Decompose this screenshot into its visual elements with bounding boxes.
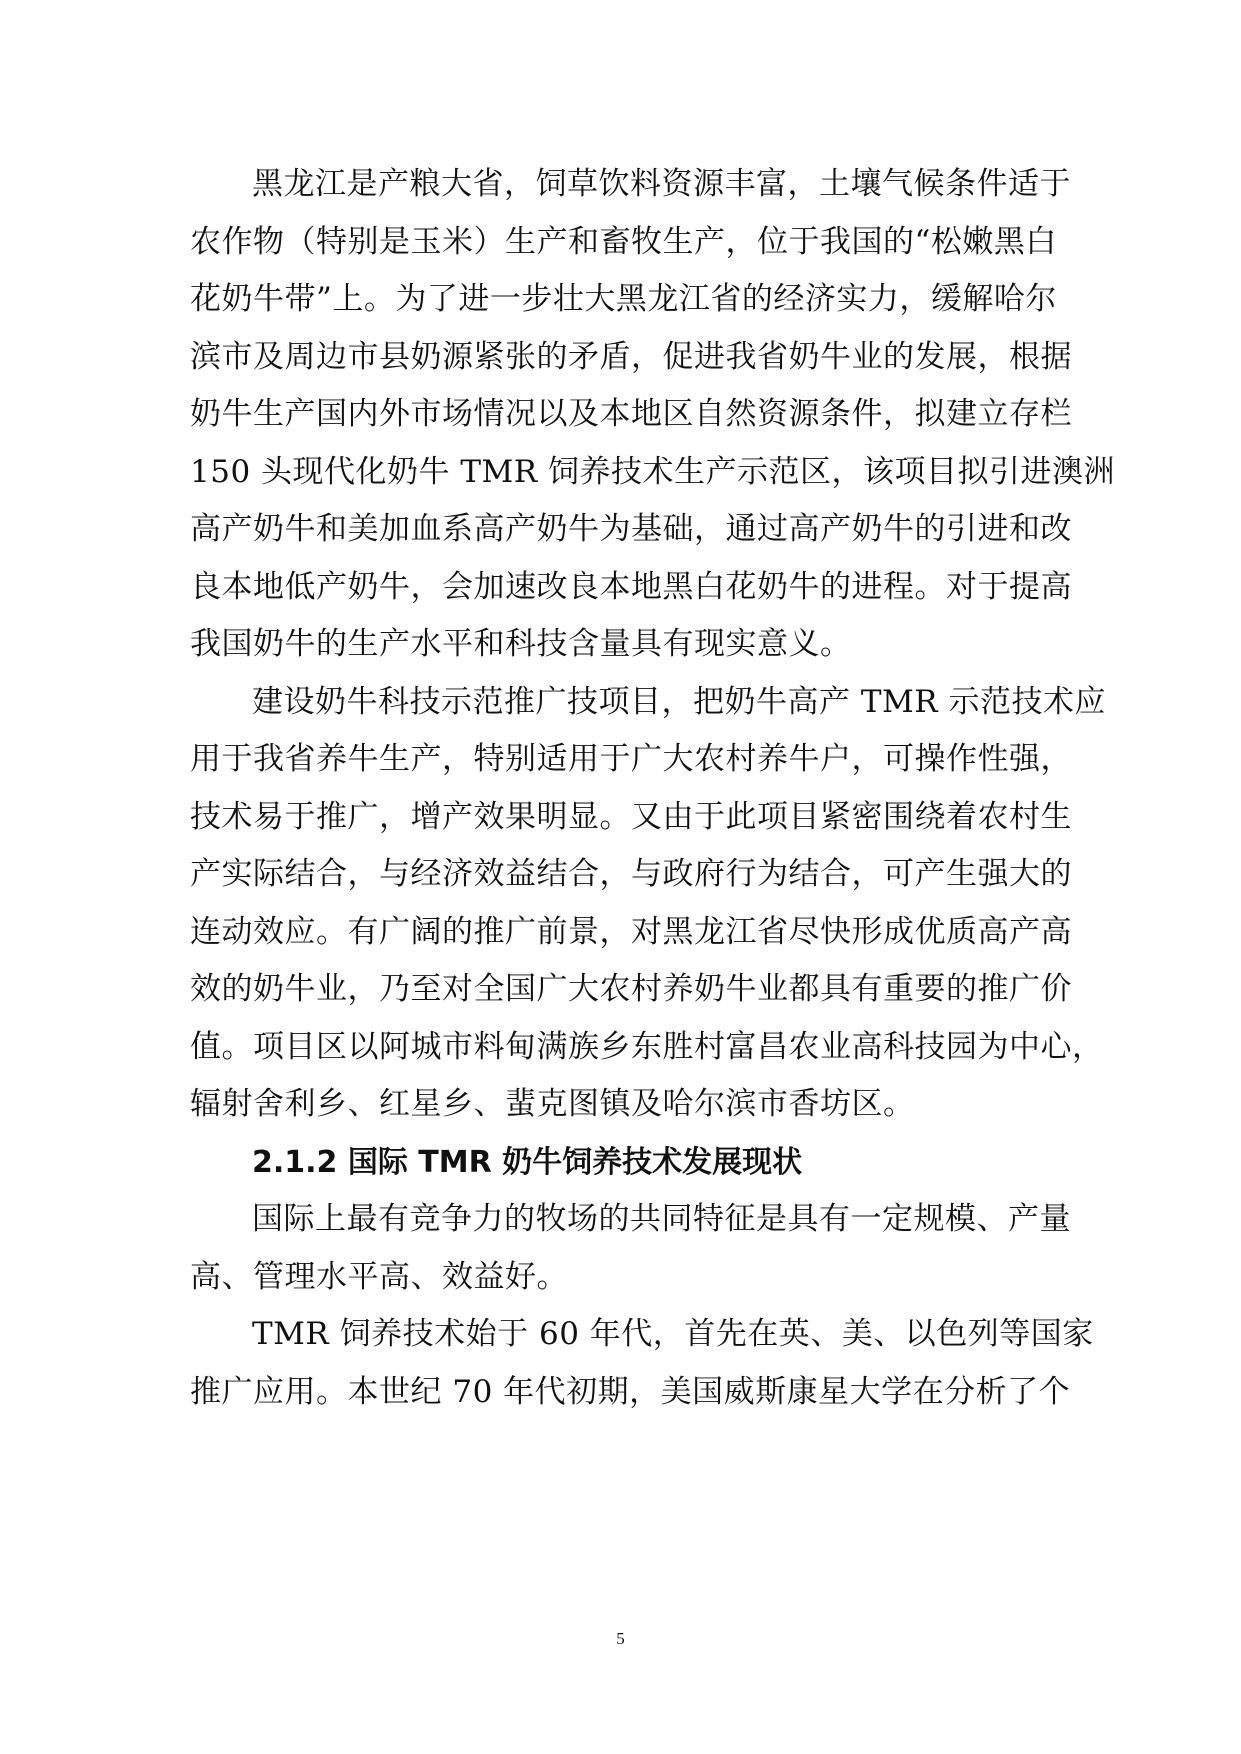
paragraph-line: 良本地低产奶牛，会加速改良本地黑白花奶牛的进程。对于提高: [190, 568, 1072, 605]
paragraph-line: 产实际结合，与经济效益结合，与政府行为结合，可产生强大的: [190, 856, 1072, 892]
page-number: 5: [616, 1629, 625, 1648]
paragraph-line: 用于我省养牛生产，特别适用于广大农村养牛户，可操作性强，: [190, 741, 1072, 777]
paragraph-line: 花奶牛带”上。为了进一步壮大黑龙江省的经济实力，缓解哈尔: [190, 281, 1057, 317]
paragraph-line: 滨市及周边市县奶源紧张的矛盾，促进我省奶牛业的发展，根据: [190, 338, 1072, 375]
paragraph-line: 建设奶牛科技示范推广技项目，把奶牛高产 TMR 示范技术应: [252, 683, 1106, 720]
paragraph-line: 我国奶牛的生产水平和科技含量具有现实意义。: [190, 626, 852, 662]
paragraph-line: 辐射舍利乡、红星乡、蜚克图镇及哈尔滨市香坊区。: [190, 1086, 915, 1122]
paragraph-line: 值。项目区以阿城市料甸满族乡东胜村富昌农业高科技园为中心，: [190, 1028, 1104, 1065]
paragraph-3: [190, 1191, 1071, 1306]
paragraph-line: 技术易于推广，增产效果明显。又由于此项目紧密围绕着农村生: [190, 798, 1072, 835]
paragraph-line: 高、管理水平高、效益好。: [190, 1258, 568, 1295]
paragraph-line: 150 头现代化奶牛 TMR 饲养技术生产示范区，该项目拟引进澳洲: [190, 453, 1115, 490]
paragraph-line: 奶牛生产国内外市场情况以及本地区自然资源条件，拟建立存栏: [190, 396, 1072, 432]
paragraph-2: [190, 674, 1106, 1134]
paragraph-1: [190, 156, 1115, 674]
paragraph-line: 连动效应。有广阔的推广前景，对黑龙江省尽快形成优质高产高: [190, 913, 1072, 950]
paragraph-line: 国际上最有竞争力的牧场的共同特征是具有一定规模、产量: [252, 1201, 1071, 1237]
section-heading: 2.1.2 国际 TMR 奶牛饲养技术发展现状: [252, 1144, 803, 1180]
page-content: [190, 156, 1115, 1421]
paragraph-line: 黑龙江是产粮大省，饲草饮料资源丰富，土壤气候条件适于: [252, 166, 1071, 202]
paragraph-line: 农作物（特别是玉米）生产和畜牧生产，位于我国的“松嫩黑白: [190, 223, 1057, 260]
paragraph-line: TMR 饲养技术始于 60 年代，首先在英、美、以色列等国家: [252, 1316, 1094, 1352]
paragraph-line: 效的奶牛业，乃至对全国广大农村养奶牛业都具有重要的推广价: [190, 971, 1072, 1007]
paragraph-line: 推广应用。本世纪 70 年代初期，美国威斯康星大学在分析了个: [190, 1373, 1071, 1410]
paragraph-line: 高产奶牛和美加血系高产奶牛为基础，通过高产奶牛的引进和改: [190, 511, 1072, 547]
paragraph-4: [190, 1306, 1094, 1421]
